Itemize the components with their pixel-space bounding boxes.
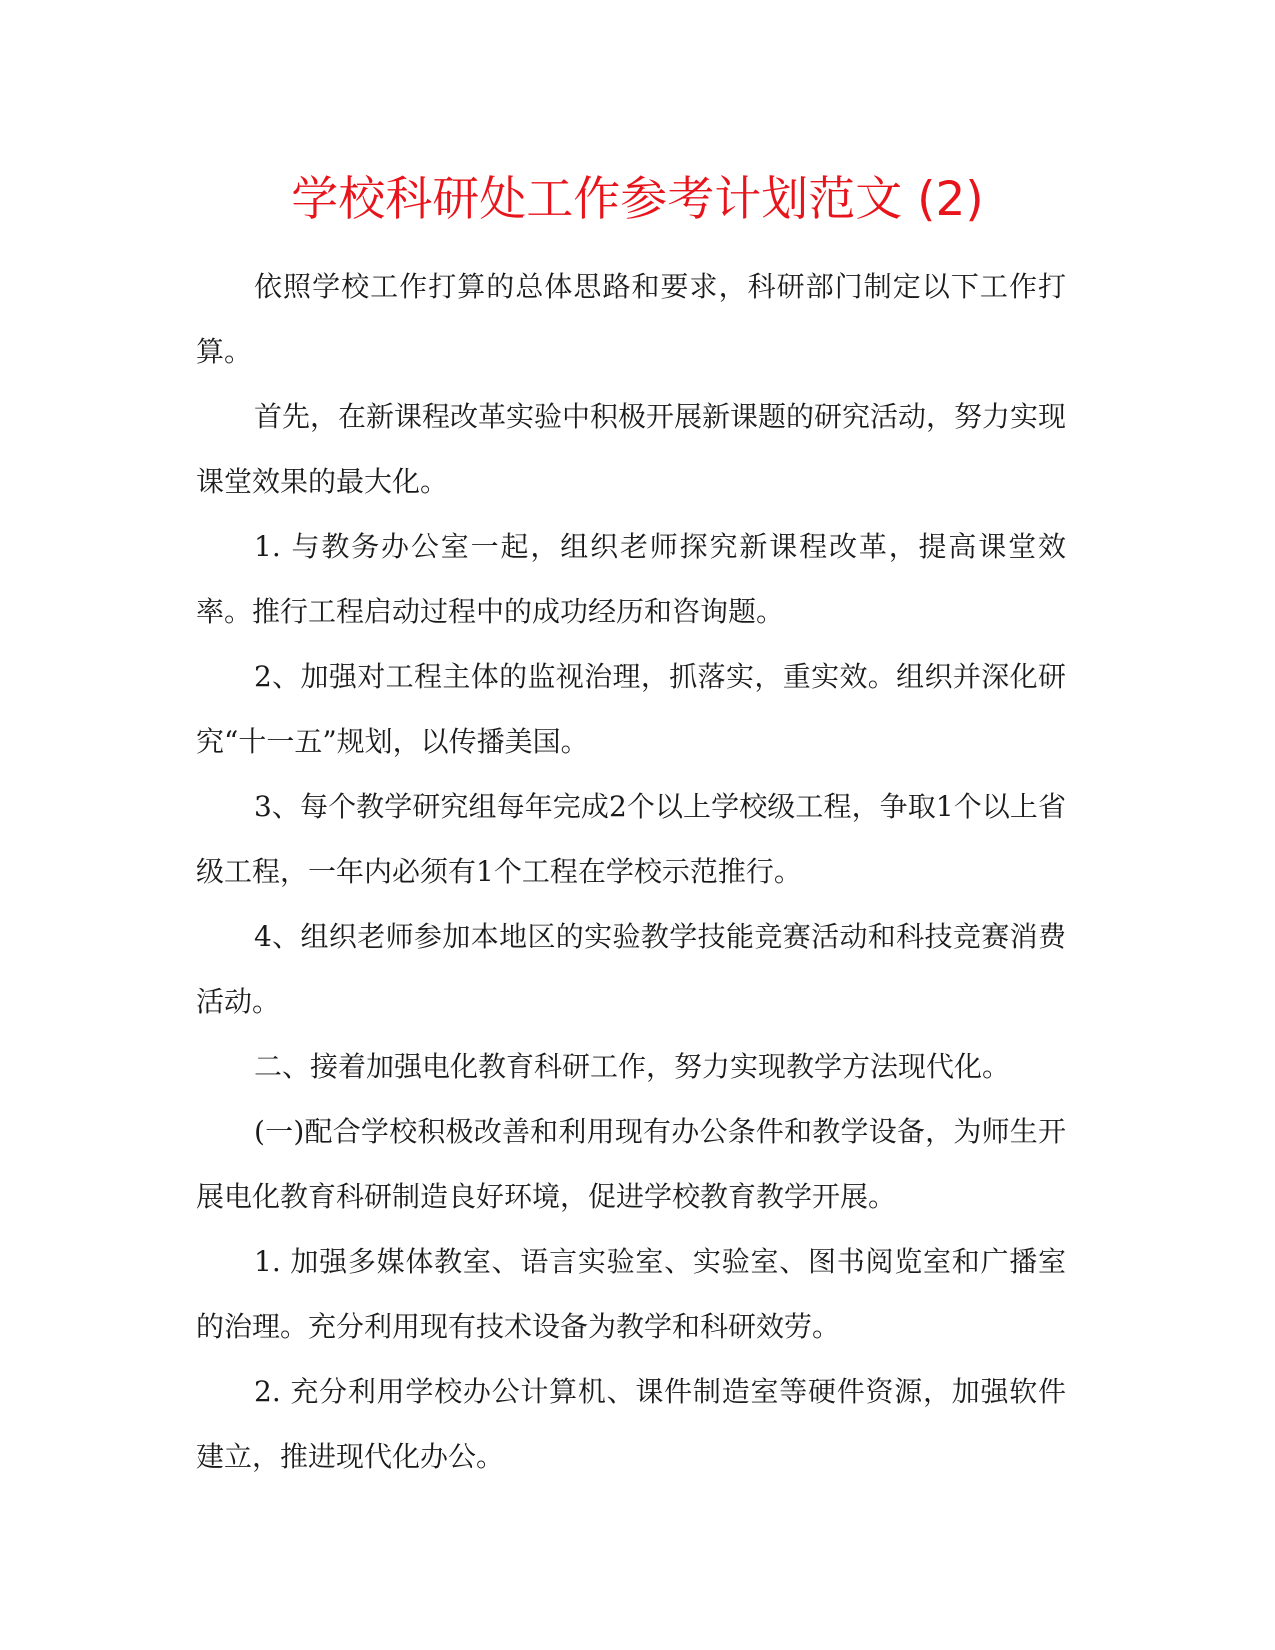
- paragraph-sub-item-2: 2. 充分利用学校办公计算机、课件制造室等硬件资源，加强软件建立，推进现代化办公。: [196, 1375, 1066, 1473]
- paragraph-item-4: 4、组织老师参加本地区的实验教学技能竞赛活动和科技竞赛消费活动。: [196, 920, 1066, 1018]
- document-title: 学校科研处工作参考计划范文 (2): [291, 172, 984, 227]
- paragraph-subsection-1: (一)配合学校积极改善和利用现有办公条件和教学设备，为师生开展电化教育科研制造良好环境，促进学校教育教学开展。: [196, 1115, 1066, 1213]
- paragraph-intro: 依照学校工作打算的总体思路和要求，科研部门制定以下工作打算。: [196, 270, 1066, 368]
- paragraph-item-3: 3、每个教学研究组每年完成2个以上学校级工程，争取1个以上省级工程，一年内必须有1个工程在学校示范推行。: [196, 790, 1066, 888]
- paragraph-first-section: 首先，在新课程改革实验中积极开展新课题的研究活动，努力实现课堂效果的最大化。: [196, 400, 1067, 498]
- paragraph-second-section: 二、接着加强电化教育科研工作，努力实现教学方法现代化。: [254, 1050, 1011, 1083]
- document-body: [196, 254, 1066, 1489]
- paragraph-sub-item-1: 1. 加强多媒体教室、语言实验室、实验室、图书阅览室和广播室的治理。充分利用现有技术设备为教学和科研效劳。: [196, 1245, 1066, 1343]
- paragraph-item-2: 2、加强对工程主体的监视治理，抓落实，重实效。组织并深化研究“十一五”规划，以传播美国。: [196, 660, 1066, 758]
- paragraph-item-1: 1. 与教务办公室一起，组织老师探究新课程改革，提高课堂效率。推行工程启动过程中的成功经历和咨询题。: [196, 530, 1066, 628]
